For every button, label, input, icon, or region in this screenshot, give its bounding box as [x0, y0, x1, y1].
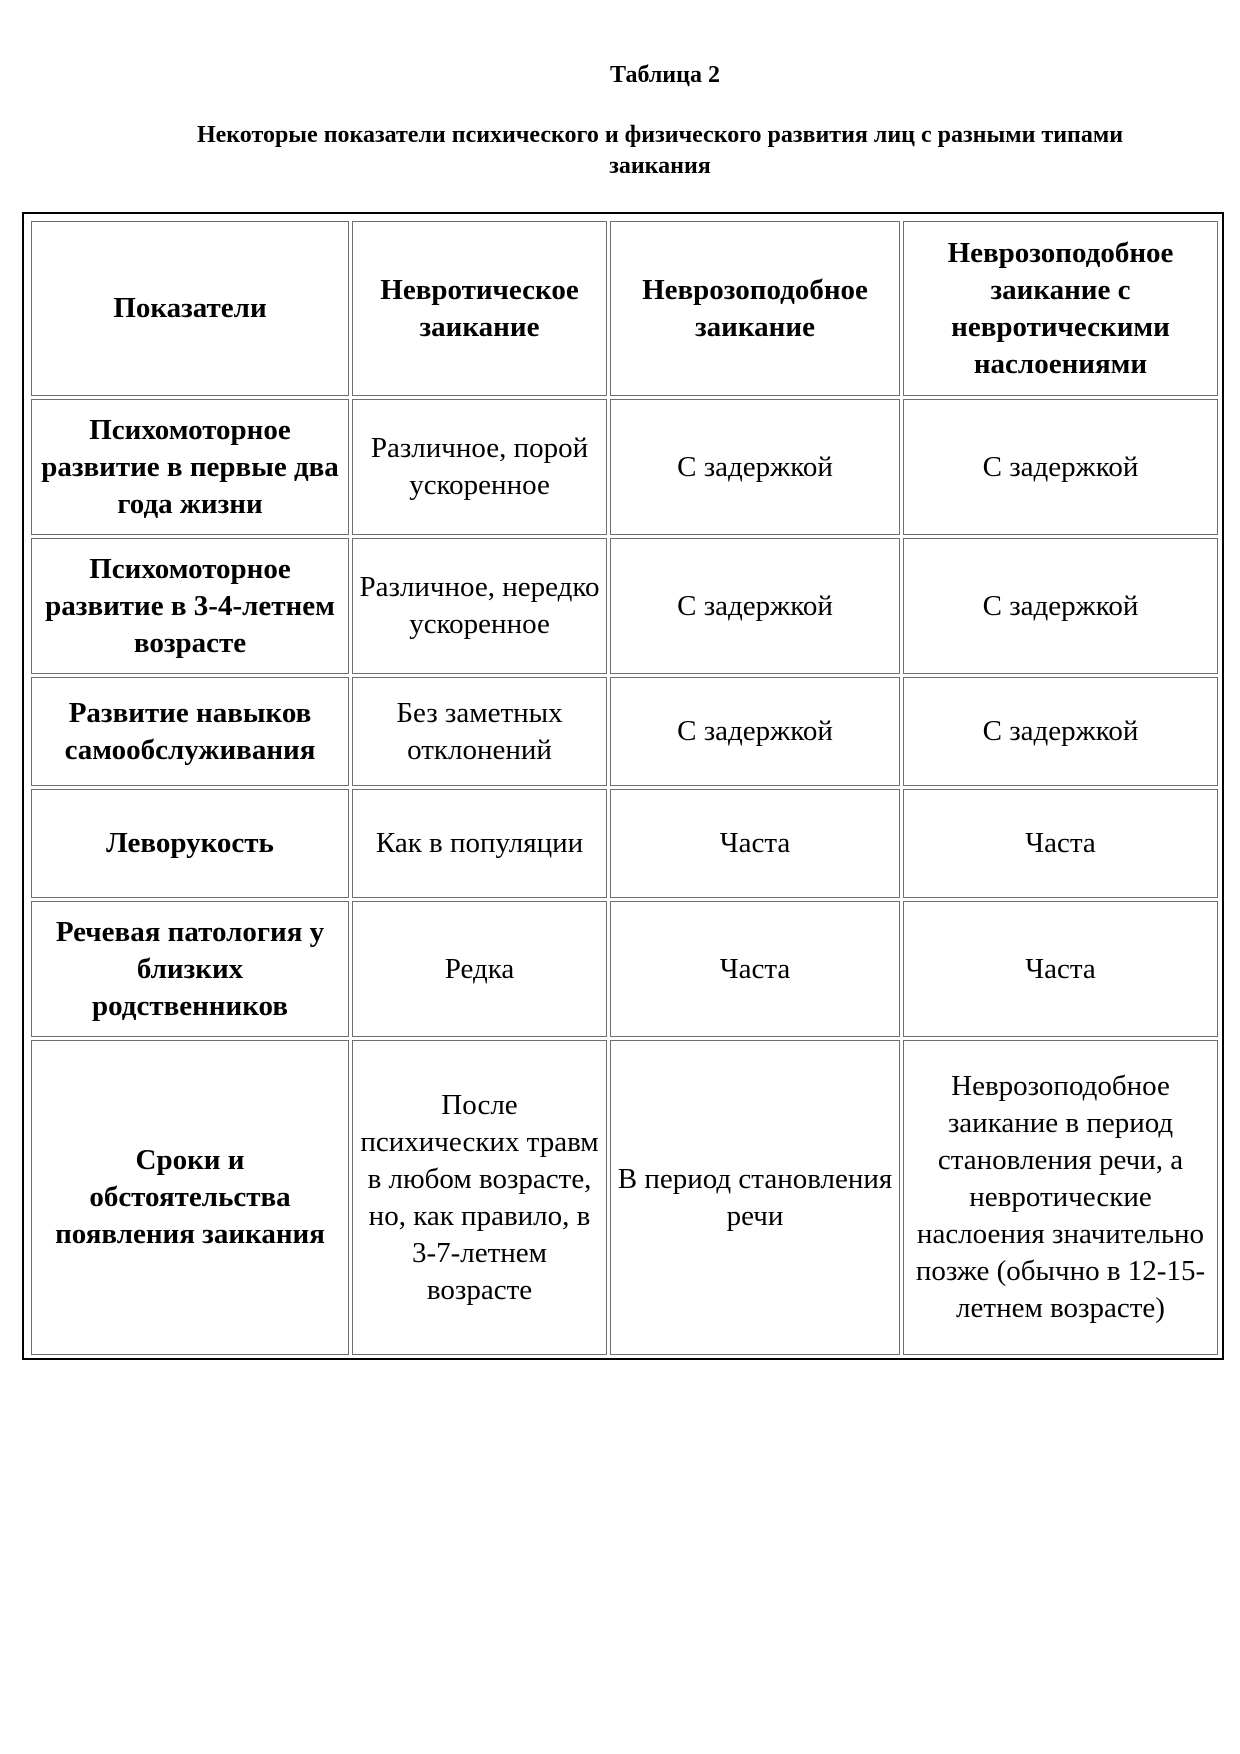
table-row — [31, 1040, 1218, 1355]
table-cell: С задержкой — [903, 677, 1218, 786]
table-cell: Часта — [903, 901, 1218, 1037]
table-cell: Часта — [610, 901, 900, 1037]
header-cell: Неврозоподобное заикание с невротическими наслоениями — [903, 221, 1218, 396]
table-cell: Часта — [610, 789, 900, 898]
table-header-row — [31, 221, 1218, 396]
table-row — [31, 538, 1218, 674]
table-cell: Как в популяции — [352, 789, 607, 898]
table-row — [31, 677, 1218, 786]
table-cell: С задержкой — [610, 538, 900, 674]
table-cell: С задержкой — [903, 538, 1218, 674]
table-cell: Различное, нередко ускоренное — [352, 538, 607, 674]
header-cell: Показатели — [31, 221, 349, 396]
table-cell: Без заметных отклонений — [352, 677, 607, 786]
table-caption: Таблица 2 — [610, 62, 720, 88]
indicator-cell: Сроки и обстоятельства появления заикания — [31, 1040, 349, 1355]
table-row — [31, 399, 1218, 535]
table-cell: После психических травм в любом возрасте, но, как правило, в 3-7-летнем возрасте — [352, 1040, 607, 1355]
table-title: Некоторые показатели психического и физического развития лиц с разными типами заикания — [196, 122, 1124, 179]
table-cell: С задержкой — [903, 399, 1218, 535]
header-cell: Неврозоподобное заикание — [610, 221, 900, 396]
table-cell: Неврозоподобное заикание в период становления речи, а невротические наслоения значительно позже (обычно в 12-15-летнем возрасте) — [903, 1040, 1218, 1355]
indicator-cell: Развитие навыков самообслуживания — [31, 677, 349, 786]
indicator-cell: Речевая патология у близких родственников — [31, 901, 349, 1037]
table-cell: С задержкой — [610, 677, 900, 786]
table-cell: Редка — [352, 901, 607, 1037]
table-cell: В период становления речи — [610, 1040, 900, 1355]
header-cell: Невротическое заикание — [352, 221, 607, 396]
table-row — [31, 789, 1218, 898]
indicator-cell: Леворукость — [31, 789, 349, 898]
data-table-frame — [22, 212, 1224, 1360]
table-cell: С задержкой — [610, 399, 900, 535]
table-cell: Различное, порой ускоренное — [352, 399, 607, 535]
data-table — [28, 218, 1221, 1358]
indicator-cell: Психомоторное развитие в первые два года жизни — [31, 399, 349, 535]
indicator-cell: Психомоторное развитие в 3-4-летнем возрасте — [31, 538, 349, 674]
table-cell: Часта — [903, 789, 1218, 898]
table-row — [31, 901, 1218, 1037]
